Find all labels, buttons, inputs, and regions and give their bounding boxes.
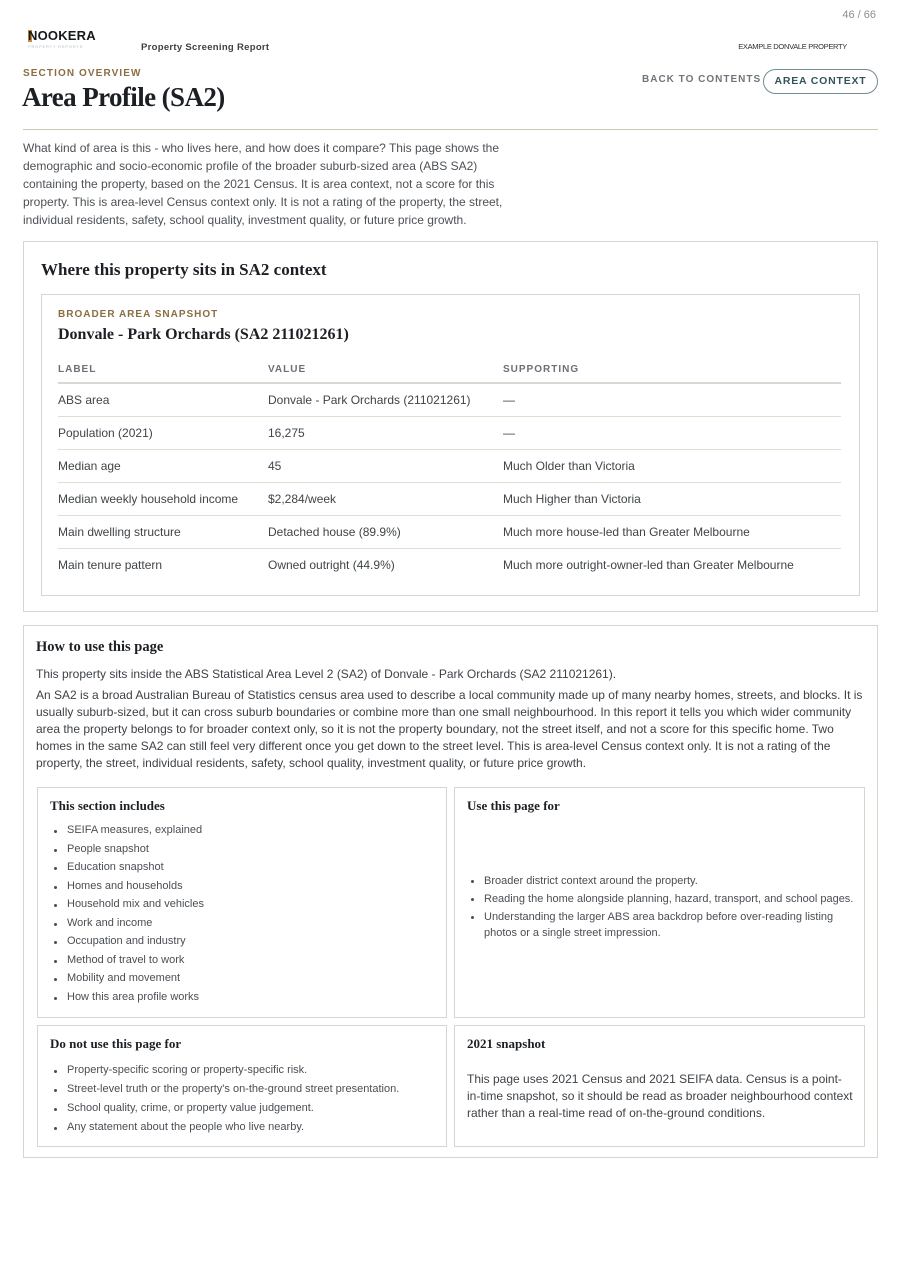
row-supporting: Much more outright-owner-led than Greater Melbourne — [503, 557, 794, 572]
snapshot-2021-text: This page uses 2021 Census and 2021 SEIFA data. Census is a point-in-time snapshot, so it should be read as broader neighbourhood context rather than a real-time read of on-the-ground conditions. — [467, 1072, 853, 1120]
row-supporting: — — [503, 416, 841, 449]
row-label: Main dwelling structure — [58, 515, 268, 548]
column-header-value: VALUE — [268, 357, 503, 383]
list-item: People snapshot — [67, 842, 204, 861]
row-label: Median age — [58, 449, 268, 482]
row-supporting: Much more house-led than Greater Melbourne — [503, 515, 841, 548]
table-row — [58, 383, 841, 416]
row-supporting: Much Higher than Victoria — [503, 482, 841, 515]
list-item: Method of travel to work — [67, 953, 204, 972]
column-header-label: LABEL — [58, 357, 268, 383]
row-value: Owned outright (44.9%) — [268, 557, 395, 572]
back-to-contents-link[interactable]: BACK TO CONTENTS — [642, 74, 762, 85]
snapshot-label: BROADER AREA SNAPSHOT — [58, 309, 219, 320]
snapshot-2021-heading: 2021 snapshot — [467, 1036, 546, 1051]
intro-text: What kind of area is this - who lives here, and how does it compare? This page shows the demographic and socio-economic profile of the broader suburb-sized area (ABS SA2) containing the property, based on the 2021 Census. It is area context, not a score for this property. This is area-level Census context only. It is not a rating of the property, the street, individual residents, safety, school quality, investment quality, or future price growth. — [23, 141, 503, 227]
table-row — [58, 416, 841, 449]
list-item: Street-level truth or the property's on-the-ground street presentation. — [67, 1082, 399, 1101]
row-value: 45 — [268, 449, 503, 482]
header-property-name: EXAMPLE DONVALE PROPERTY — [738, 42, 847, 51]
list-item: Reading the home alongside planning, hazard, transport, and school pages. — [484, 891, 856, 907]
list-item: Occupation and industry — [67, 934, 204, 953]
list-item: Broader district context around the property. — [484, 873, 856, 889]
list-item: Mobility and movement — [67, 971, 204, 990]
do-not-use-list — [67, 1063, 399, 1139]
list-item: Any statement about the people who live nearby. — [67, 1120, 399, 1139]
use-for-heading: Use this page for — [467, 798, 560, 813]
row-label: Population (2021) — [58, 416, 268, 449]
brand-logo — [28, 28, 96, 49]
snapshot-table — [58, 357, 841, 581]
brand-name: NOOKERA — [28, 28, 96, 43]
snapshot-title: Donvale - Park Orchards (SA2 211021261) — [58, 326, 349, 343]
table-row — [58, 482, 841, 515]
how-to-use-card — [23, 625, 878, 1158]
table-header-row — [58, 357, 841, 383]
table-row — [58, 515, 841, 548]
header-divider — [23, 129, 878, 130]
page-number: 46 / 66 — [842, 9, 876, 21]
use-for-list — [484, 873, 856, 943]
row-supporting: — — [503, 383, 841, 416]
list-item: Homes and households — [67, 879, 204, 898]
table-row — [58, 548, 841, 581]
do-not-use-box — [37, 1025, 447, 1147]
snapshot-panel — [41, 294, 860, 596]
row-value: Donvale - Park Orchards (211021261) — [268, 383, 503, 416]
use-for-box — [454, 787, 865, 1018]
table-row — [58, 449, 841, 482]
row-label: Main tenure pattern — [58, 557, 163, 572]
section-label: SECTION OVERVIEW — [23, 68, 142, 79]
page-title: Area Profile (SA2) — [22, 82, 225, 112]
row-value: 16,275 — [268, 416, 503, 449]
row-label: ABS area — [58, 383, 268, 416]
list-item: SEIFA measures, explained — [67, 823, 204, 842]
brand-tagline: PROPERTY REPORTS — [28, 44, 84, 49]
includes-heading: This section includes — [50, 798, 165, 813]
do-not-use-heading: Do not use this page for — [50, 1036, 182, 1051]
row-value: Detached house (89.9%) — [268, 515, 503, 548]
list-item: School quality, crime, or property value judgement. — [67, 1101, 399, 1120]
row-value: $2,284/week — [268, 482, 503, 515]
column-header-supporting: SUPPORTING — [503, 357, 841, 383]
how-to-heading: How to use this page — [36, 639, 164, 655]
how-to-sa2-statement: This property sits inside the ABS Statistical Area Level 2 (SA2) of Donvale - Park Orchards (SA2 211021261). — [36, 667, 617, 681]
includes-list — [67, 823, 204, 1008]
list-item: Understanding the larger ABS area backdrop before over-reading listing photos or a single street impression. — [484, 909, 856, 941]
list-item: Work and income — [67, 916, 204, 935]
row-supporting: Much Older than Victoria — [503, 449, 841, 482]
how-to-explanation: An SA2 is a broad Australian Bureau of Statistics census area used to describe a local community made up of many nearby homes, streets, and blocks. It is usually suburb-sized, but it can cross suburb boundaries or combine more than one small neighbourhood. In this report it tells you which wider community area the property belongs to for broader context only, so it is not the property boundary, not the street itself, and not a score for this specific home. Two homes in the same SA2 can still feel very different once you get down to the street level. This is area-level Census context only. It is not a rating of the property, the street, individual residents, safety, school quality, investment quality, or future price growth. — [36, 688, 863, 770]
list-item: Property-specific scoring or property-specific risk. — [67, 1063, 399, 1082]
sa2-context-card — [23, 241, 878, 612]
list-item: Household mix and vehicles — [67, 897, 204, 916]
snapshot-2021-box — [454, 1025, 865, 1147]
row-label: Median weekly household income — [58, 482, 268, 515]
list-item: How this area profile works — [67, 990, 204, 1009]
context-heading: Where this property sits in SA2 context — [41, 260, 327, 279]
area-context-tab[interactable]: AREA CONTEXT — [763, 69, 878, 94]
section-includes-box — [37, 787, 447, 1018]
list-item: Education snapshot — [67, 860, 204, 879]
report-title: Property Screening Report — [141, 42, 270, 53]
